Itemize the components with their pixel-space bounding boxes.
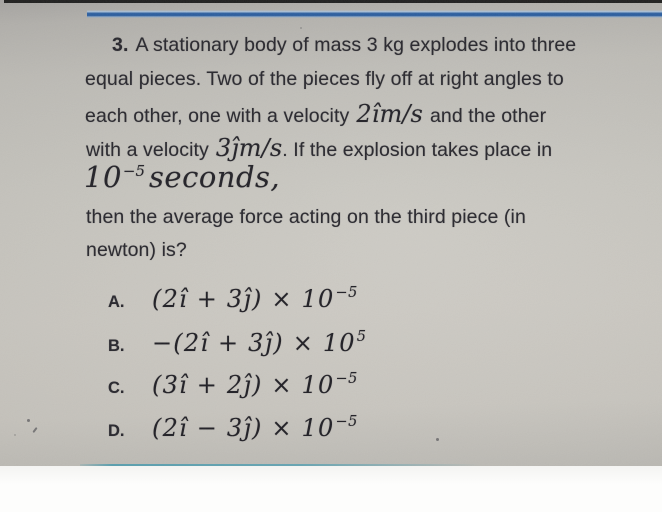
time-unit-word: seconds,: [149, 160, 281, 194]
photo-speck: [300, 27, 302, 29]
question-line-1: [112, 34, 576, 57]
option-a-expression: [152, 285, 358, 313]
question-line-3: [85, 100, 546, 129]
question-line-4: [86, 134, 552, 163]
question-number: 3.: [112, 34, 129, 56]
option-row-c: [108, 371, 358, 399]
option-c-base: (3î + 2ĵ) × 10: [152, 371, 335, 399]
option-row-d: [108, 414, 358, 442]
photo-speck: [27, 419, 30, 422]
question-line-2: equal pieces. Two of the pieces fly off at right angles to: [85, 68, 564, 90]
question-line-1-text: A stationary body of mass 3 kg explodes into three: [135, 34, 577, 56]
option-b-exponent: 5: [356, 329, 367, 345]
question-line-3-post: and the other: [429, 105, 547, 127]
option-c-exponent: −5: [335, 371, 358, 387]
photo-speck: [436, 438, 439, 441]
velocity-2-math: 3ĵm/s: [215, 134, 283, 162]
question-line-6: then the average force acting on the third piece (in: [86, 206, 526, 228]
option-c-expression: [152, 371, 358, 399]
footer-rule-line: [80, 464, 480, 467]
option-b-label: B.: [108, 337, 125, 355]
question-line-3-pre: each other, one with a velocity: [85, 105, 350, 127]
option-b-expression: [152, 329, 367, 357]
photo-speck: [14, 434, 16, 436]
time-exponent: −5: [122, 162, 146, 180]
option-a-label: A.: [108, 293, 125, 311]
option-row-a: [108, 285, 358, 313]
option-a-base: (2î + 3ĵ) × 10: [152, 285, 335, 313]
option-a-exponent: −5: [335, 285, 358, 301]
question-line-5: [84, 160, 280, 195]
option-d-base: (2î − 3ĵ) × 10: [152, 414, 335, 442]
option-row-b: [108, 329, 367, 357]
time-value-math: [84, 160, 280, 194]
velocity-1-math: 2îm/s: [356, 100, 423, 128]
header-rule-line: [87, 10, 662, 18]
time-base: 10: [84, 160, 122, 194]
question-line-4-post: . If the explosion takes place in: [282, 139, 553, 161]
option-d-exponent: −5: [335, 414, 358, 430]
option-c-label: C.: [108, 379, 125, 397]
option-d-label: D.: [108, 422, 125, 440]
bottom-white-strip: [0, 466, 662, 512]
question-line-4-pre: with a velocity: [86, 139, 209, 161]
option-b-base: −(2î + 3ĵ) × 10: [152, 329, 356, 357]
option-d-expression: [152, 414, 358, 442]
photo-speck: [32, 427, 37, 433]
top-black-bar: [4, 0, 662, 3]
question-line-7: newton) is?: [86, 239, 187, 261]
